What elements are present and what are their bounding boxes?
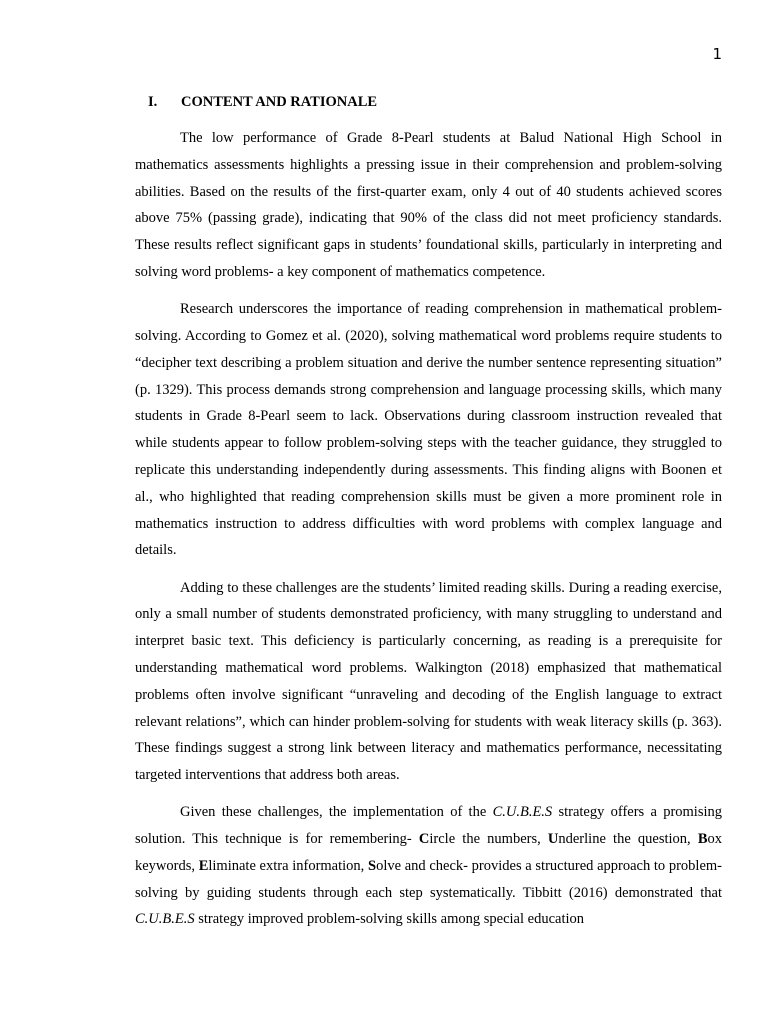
paragraph-1: The low performance of Grade 8-Pearl students at Balud National High School in mathematics assessments highlights a pressing issue in their comprehension and problem-solving abilities. Based on the results of the first-quarter exam, only 4 out of 40 students achieved scores above 75% (passing grade), indicating that 90% of the class did not meet proficiency standards. These results reflect significant gaps in students’ foundational skills, particularly in interpreting and solving word problems- a key component of mathematics competence. bbox=[135, 130, 722, 280]
mnemonic-rest-s: olve and check- provides a structured approach to problem-solving by guiding students through each step systematically. Tibbitt (2016) demonstrated that bbox=[135, 857, 722, 901]
p4-text-2: strategy offers a promising solution. This technique is for remembering- bbox=[135, 804, 723, 848]
p4-text-1: Given these challenges, the implementation of the bbox=[180, 804, 493, 821]
strategy-name: C.U.B.E.S bbox=[492, 804, 553, 821]
paragraph-4 bbox=[135, 799, 722, 933]
mnemonic-letter-s: S bbox=[368, 857, 377, 874]
mnemonic-rest-c: ircle the numbers, bbox=[429, 831, 548, 848]
mnemonic-letter-u: U bbox=[547, 831, 559, 848]
mnemonic-letter-e: E bbox=[198, 857, 209, 874]
section-numeral: I. bbox=[148, 94, 158, 110]
document-body bbox=[135, 125, 722, 933]
section-heading bbox=[148, 94, 377, 111]
p4-text-3: strategy improved problem-solving skills among special education bbox=[194, 911, 585, 928]
mnemonic-rest-b: ox keywords, bbox=[135, 831, 722, 874]
mnemonic-rest-e: liminate extra information, bbox=[208, 857, 368, 874]
section-title: CONTENT AND RATIONALE bbox=[181, 94, 378, 110]
page-number: 1 bbox=[712, 45, 722, 63]
paragraph-3: Adding to these challenges are the students’ limited reading skills. During a reading exercise, only a small number of students demonstrated proficiency, with many struggling to understand and interpret basic text. This deficiency is particularly concerning, as reading is a prerequisite for understanding mathematical word problems. Walkington (2018) emphasized that mathematical problems often involve significant “unraveling and decoding of the English language to extract relevant relations”, which can hinder problem-solving for students with weak literacy skills (p. 363). These findings suggest a strong link between literacy and mathematics performance, necessitating targeted interventions that address both areas. bbox=[135, 579, 722, 784]
paragraph-2: Research underscores the importance of reading comprehension in mathematical problem-solving. According to Gomez et al. (2020), solving mathematical word problems require students to “decipher text describing a problem situation and derive the number sentence representing situation” (p. 1329). This process demands strong comprehension and language processing skills, which many students in Grade 8-Pearl seem to lack. Observations during classroom instruction revealed that while students appear to follow problem-solving steps with the teacher guidance, they struggled to replicate this understanding independently during assessments. This finding aligns with Boonen et al., who highlighted that reading comprehension skills must be given a more prominent role in mathematics instruction to address difficulties with word problems with complex language and details. bbox=[135, 301, 722, 559]
mnemonic-rest-u: nderline the question, bbox=[558, 831, 698, 848]
mnemonic-letter-b: B bbox=[697, 831, 708, 848]
mnemonic-letter-c: C bbox=[418, 831, 430, 848]
strategy-name-2: C.U.B.E.S bbox=[135, 911, 195, 928]
